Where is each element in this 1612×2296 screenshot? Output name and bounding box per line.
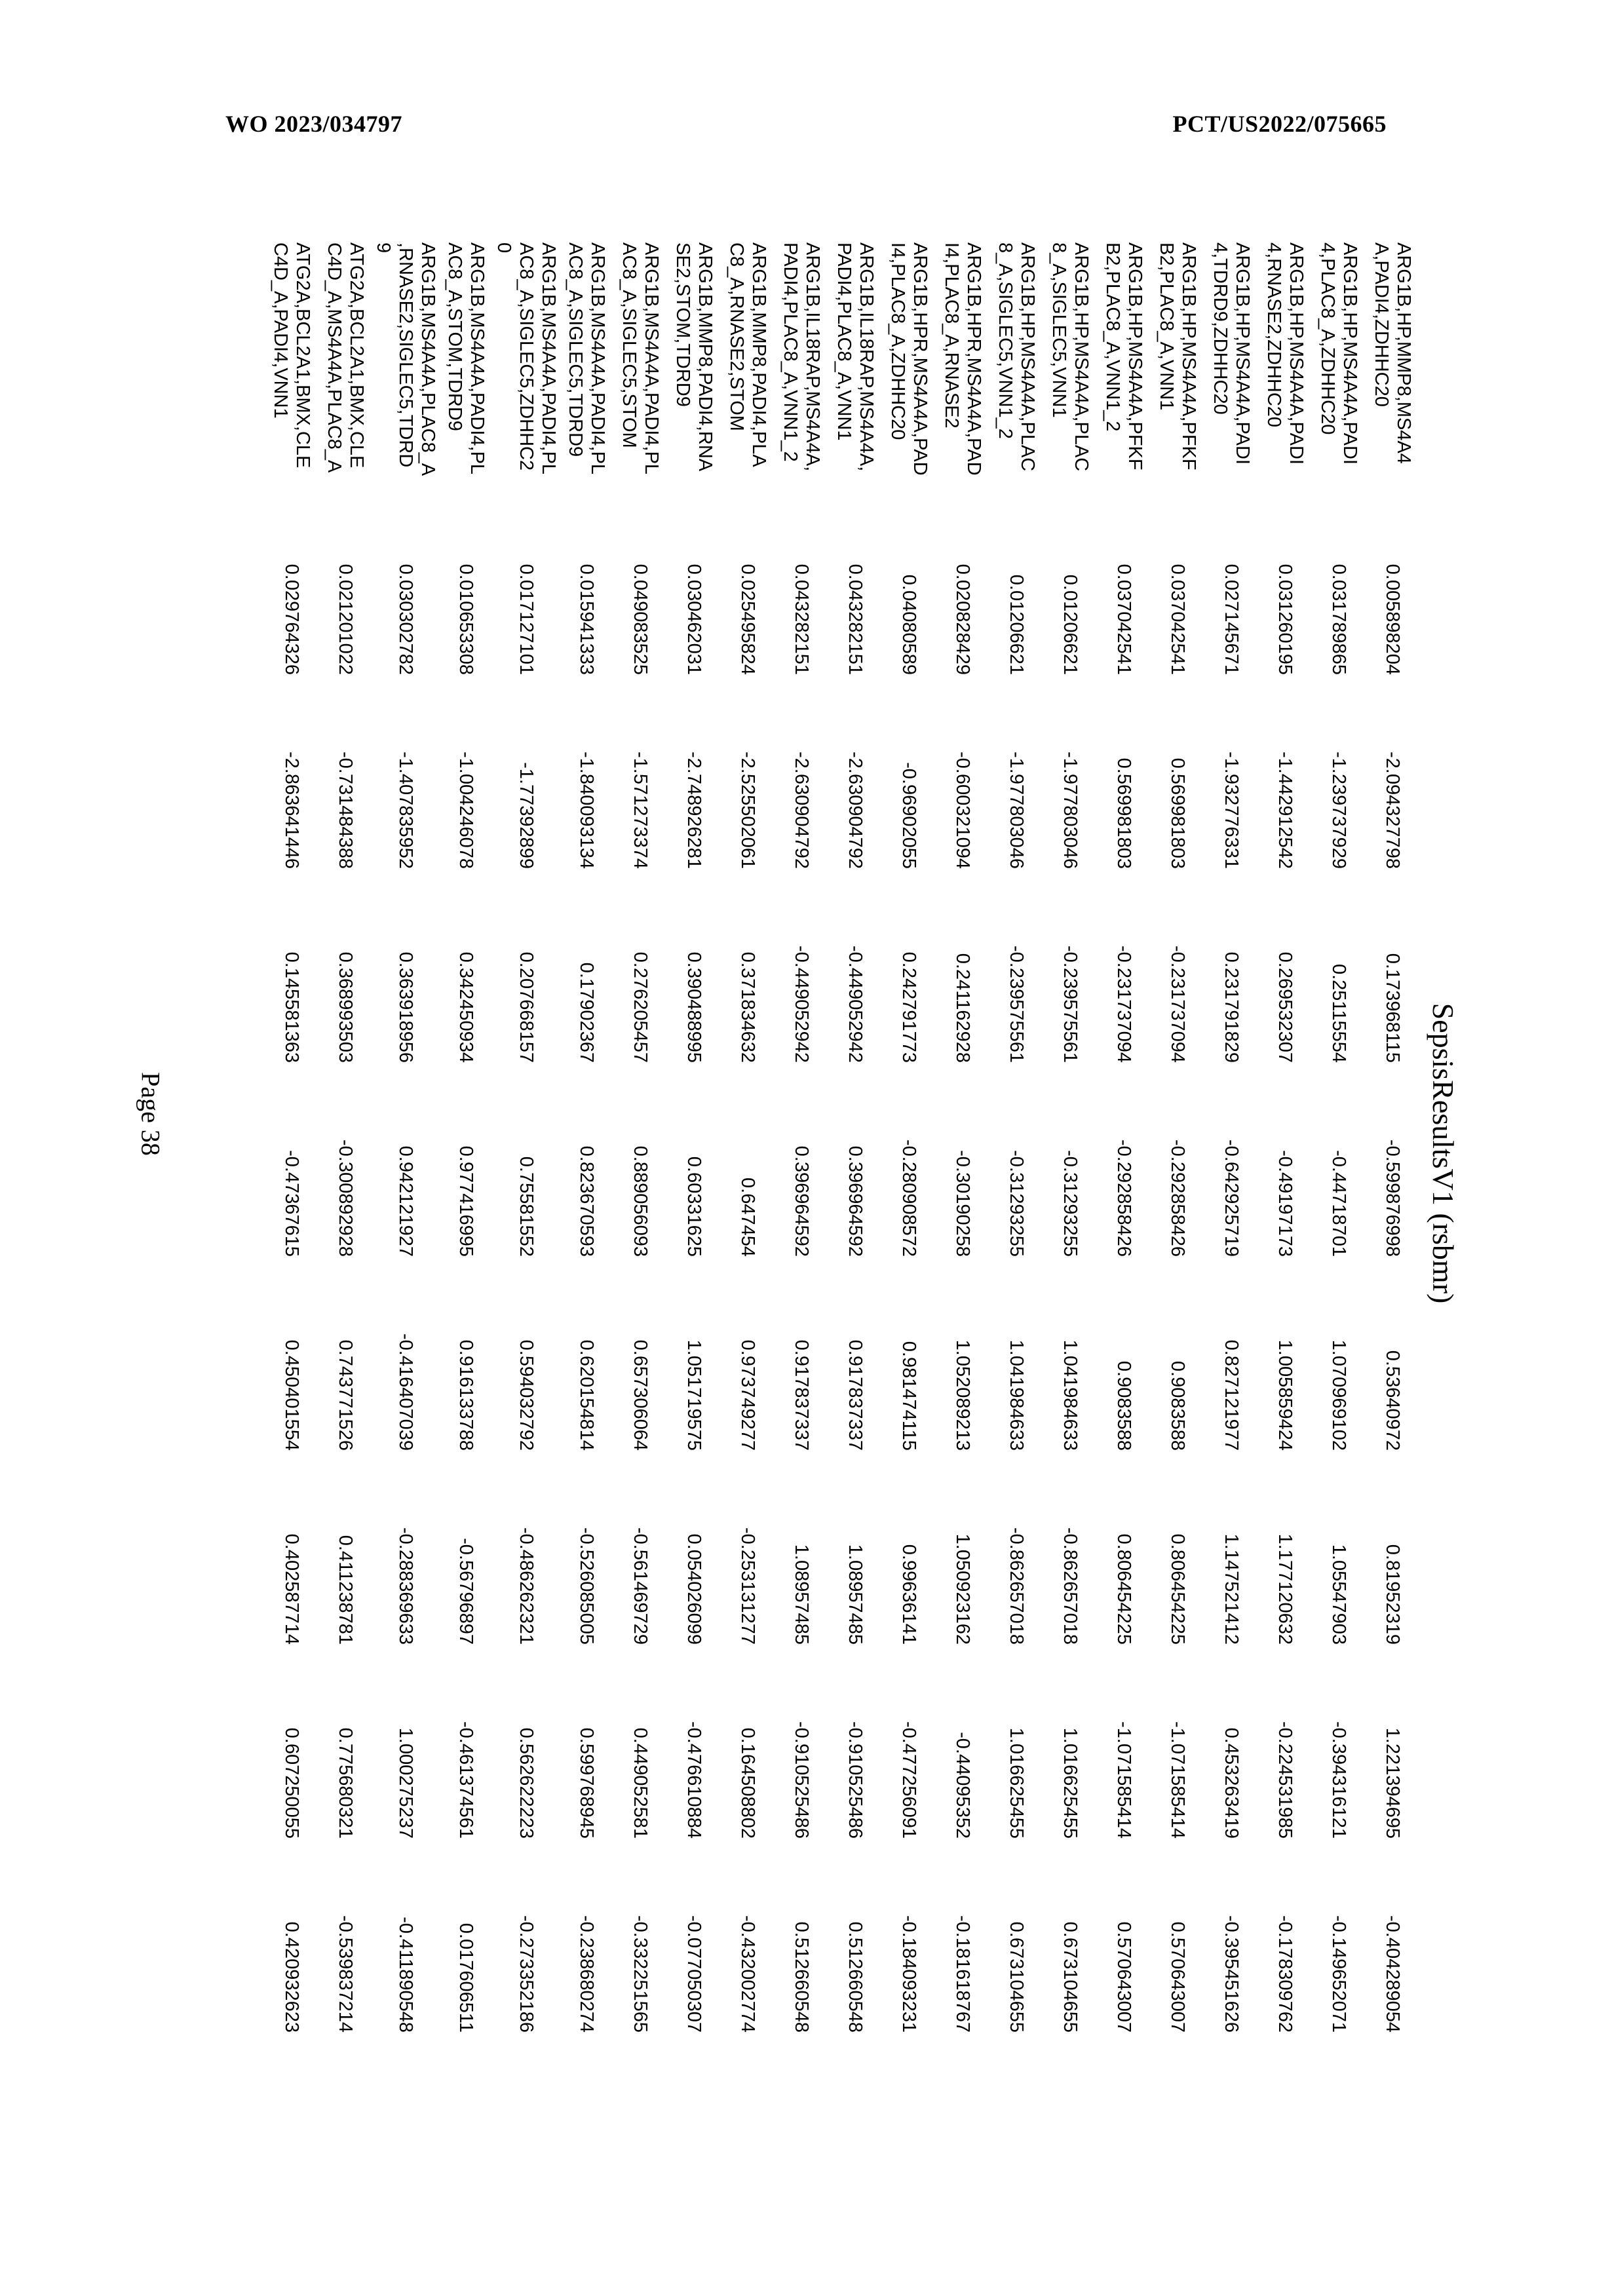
value-cell: 0.657306064 [630,1339,651,1451]
value-cell: -1.571273374 [630,752,651,869]
value-cell: -0.231737094 [1113,946,1134,1063]
value-cell: -0.449052942 [845,946,866,1063]
value-cell: -0.731484388 [335,752,356,869]
gene-set-label: ARG1B,IL18RAP,MS4A4A, PADI4,PLAC8_A,VNN1 [834,242,877,472]
value-cell: 0.242791773 [898,951,919,1063]
value-cell: 0.025495824 [737,564,758,675]
value-cell: 0.916133788 [455,1339,476,1451]
value-cell: 0.562622223 [516,1727,537,1839]
table-row [721,242,775,2033]
value-cell: 0.823670593 [576,1145,597,1257]
value-cell: 0.342450934 [455,951,476,1063]
value-cell: 0.363918956 [395,951,416,1063]
value-cell: 1.041984633 [1006,1339,1027,1451]
value-cell: 0.030302782 [395,564,416,675]
value-cell: -0.411890548 [395,1917,416,2033]
value-cell: -0.56796897 [455,1538,476,1645]
gene-set-label: ATG2A,BCL2A1,BMX,CLE C4D_A,PADI4,VNN1 [270,242,313,469]
value-cell: 0.9083588 [1113,1360,1134,1451]
value-cell: 0.17902367 [576,962,597,1063]
gene-set-label: ARG1B,HP,MS4A4A,PADI 4,PLAC8_A,ZDHHC20 [1317,242,1360,465]
value-cell: 0.269532307 [1275,951,1295,1063]
value-cell: 0.743771526 [335,1339,356,1451]
value-cell: -0.449052942 [791,946,812,1063]
value-cell: -1.840093134 [576,752,597,869]
table-row [439,242,493,2033]
gene-set-label: ARG1B,MMP8,PADI4,PLA C8_A,RNASE2,STOM [726,242,769,467]
value-cell: -0.288369633 [395,1527,416,1645]
value-cell: 0.005898204 [1382,564,1403,675]
value-cell: -0.461374561 [455,1721,476,1839]
gene-set-label: ARG1B,HPR,MS4A4A,PAD I4,PLAC8_A,ZDHHC20 [887,242,931,476]
value-cell: -0.561469729 [630,1527,651,1645]
page-footer [111,1055,190,1173]
value-cell: -0.404289054 [1382,1915,1403,2033]
value-cell: -0.31293255 [1006,1150,1027,1257]
value-cell: 0.917837337 [791,1339,812,1451]
table-row [1366,242,1419,2033]
value-cell: 0.396964592 [845,1145,866,1257]
value-cell: 0.027145671 [1221,564,1242,675]
value-cell: 0.607250055 [281,1727,302,1839]
value-cell: -0.239575561 [1006,946,1027,1063]
value-cell: -0.292858426 [1167,1139,1188,1257]
value-cell: -0.332251565 [630,1915,651,2033]
value-cell: -0.273352186 [516,1915,537,2033]
value-cell: 0.04080589 [898,574,919,675]
value-cell: 0.827121977 [1221,1339,1242,1451]
value-cell: 0.402587714 [281,1533,302,1645]
value-cell: 0.99636141 [898,1544,919,1645]
value-cell: -0.178309762 [1275,1915,1295,2033]
value-cell: -1.977803046 [1060,752,1081,869]
value-cell: 0.031260195 [1275,564,1295,675]
value-cell: 0.889056093 [630,1145,651,1257]
value-cell: 1.016625455 [1006,1727,1027,1839]
value-cell: 1.147521412 [1221,1533,1242,1645]
value-cell: 0.231791829 [1221,951,1242,1063]
gene-set-label: ARG1B,HP,MMP8,MS4A4 A,PADI4,ZDHHC20 [1371,242,1414,464]
value-cell: 0.60331625 [683,1156,704,1257]
value-cell: -0.486262321 [516,1527,537,1645]
value-cell: 0.241162928 [952,953,973,1063]
value-cell: 0.01206621 [1060,574,1081,675]
value-cell: -0.526085005 [576,1527,597,1645]
value-cell: 0.015941333 [576,564,597,675]
value-cell: -2.094327798 [1382,752,1403,869]
value-cell: 0.017606511 [455,1923,476,2033]
value-cell: 0.25115554 [1328,963,1349,1063]
value-cell: -1.977803046 [1006,752,1027,869]
value-cell: 0.917837337 [845,1339,866,1451]
table-row [775,242,828,2033]
gene-set-label: ARG1B,HP,MS4A4A,PADI 4,TDRD9,ZDHHC20 [1210,242,1253,465]
rotated-table-region [216,216,1461,2090]
value-cell: -1.442912542 [1275,752,1295,869]
value-cell: -0.238680274 [576,1915,597,2033]
value-cell: 1.221394695 [1382,1727,1403,1839]
table-row [828,242,882,2033]
value-cell: 0.029764326 [281,564,302,675]
value-cell: 1.08957485 [791,1544,812,1645]
value-cell: 1.050923162 [952,1533,973,1645]
value-cell: -2.630904792 [791,752,812,869]
value-cell: 0.020828429 [952,564,973,675]
value-cell: 0.037042541 [1167,564,1188,675]
value-cell: 0.368993503 [335,951,356,1063]
gene-set-label: ATG2A,BCL2A1,BMX,CLE C4D_A,MS4A4A,PLAC8_A [324,242,367,473]
value-cell: -0.476610884 [683,1721,704,1839]
value-cell: -0.30190258 [952,1150,973,1257]
gene-set-label: ARG1B,MMP8,PADI4,RNA SE2,STOM,TDRD9 [672,242,716,472]
value-cell: 0.043282151 [845,564,866,675]
gene-set-label: ARG1B,MS4A4A,PADI4,PL AC8_A,SIGLEC5,TDRD9 [565,242,608,475]
value-cell: -2.525502061 [737,752,758,869]
value-cell: 0.173968115 [1382,953,1403,1063]
value-cell: -0.31293255 [1060,1150,1081,1257]
publication-number: WO 2023/034797 [225,111,403,137]
value-cell: 0.570643007 [1113,1921,1134,2033]
value-cell: 0.396964592 [791,1145,812,1257]
value-cell: 0.620154814 [576,1339,597,1451]
value-cell: 0.049083525 [630,564,651,675]
value-cell: -0.224531985 [1275,1721,1295,1839]
value-cell: -1.071585414 [1113,1721,1134,1839]
table-row [493,242,560,2033]
gene-set-label: ARG1B,IL18RAP,MS4A4A, PADI4,PLAC8_A,VNN1_2 [780,242,823,472]
value-cell: -0.910525486 [791,1721,812,1839]
value-cell: -1.004246078 [455,752,476,869]
value-cell: 0.453263419 [1221,1727,1242,1839]
table-row [560,242,613,2033]
value-cell: -1.407835952 [395,752,416,869]
value-cell: 1.016625455 [1060,1727,1081,1839]
value-cell: -2.748926281 [683,752,704,869]
value-cell: -0.231737094 [1167,946,1188,1063]
table-row [372,242,439,2033]
value-cell: 0.673104655 [1060,1921,1081,2033]
value-cell: 0.75581552 [516,1156,537,1257]
value-cell: 0.53640972 [1382,1350,1403,1451]
value-cell: 0.594032792 [516,1339,537,1451]
gene-set-label: ARG1B,HP,MS4A4A,PLAC 8_A,SIGLEC5,VNN1 [1048,242,1092,472]
value-cell: 0.010653308 [455,564,476,675]
value-cell: 0.207668157 [516,951,537,1063]
table-row [265,242,318,2033]
value-cell: -0.239575561 [1060,946,1081,1063]
value-cell: 0.512660548 [791,1921,812,2033]
value-cell: -0.395451626 [1221,1915,1242,2033]
value-cell: 0.9083588 [1167,1360,1188,1451]
gene-set-label: ARG1B,MS4A4A,PADI4,PL AC8_A,SIGLEC5,ZDHHC2 0 [493,242,559,475]
value-cell: -0.432002774 [737,1915,758,2033]
value-cell: -0.600321094 [952,752,973,869]
value-cell: 0.599768945 [576,1727,597,1839]
value-cell: -1.77392899 [516,762,537,869]
value-cell: 0.037042541 [1113,564,1134,675]
value-cell: -0.862657018 [1060,1527,1081,1645]
value-cell: 0.043282151 [791,564,812,675]
value-cell: -2.630904792 [845,752,866,869]
value-cell: 0.81952319 [1382,1544,1403,1645]
value-cell: -0.416407039 [395,1333,416,1451]
value-cell: -0.149652071 [1328,1915,1349,2033]
application-number: PCT/US2022/075665 [1172,111,1387,137]
value-cell: 0.449052581 [630,1727,651,1839]
value-cell: 0.276205457 [630,951,651,1063]
value-cell: 0.371834632 [737,951,758,1063]
value-cell: 0.512660548 [845,1921,866,2033]
value-cell: -0.47367615 [281,1150,302,1257]
gene-set-label: ARG1B,HP,MS4A4A,PFKF B2,PLAC8_A,VNN1_2 [1102,242,1145,470]
table-row [1204,242,1258,2033]
gene-set-label: ARG1B,HP,MS4A4A,PFKF B2,PLAC8_A,VNN1 [1156,242,1199,470]
gene-set-label: ARG1B,MS4A4A,PLAC8_A ,RNASE2,SIGLEC5,TDRD 9 [373,242,438,476]
table-row [318,242,372,2033]
table-title: SepsisResultsV1 (rsbmr) [1427,1003,1460,1304]
value-cell: 0.570643007 [1167,1921,1188,2033]
value-cell: 1.05547903 [1328,1544,1349,1645]
value-cell: -0.280908572 [898,1139,919,1257]
value-cell: 0.977416995 [455,1145,476,1257]
table-row [1043,242,1097,2033]
value-cell: -0.599876998 [1382,1139,1403,1257]
value-cell: 0.569981803 [1167,757,1188,869]
value-cell: 1.052089213 [952,1339,973,1451]
value-cell: 0.390488995 [683,951,704,1063]
value-cell: 0.030462031 [683,564,704,675]
value-cell: 0.420932623 [281,1921,302,2033]
value-cell: -0.642925719 [1221,1139,1242,1257]
results-table-body [265,242,1419,2033]
value-cell: 0.450401554 [281,1339,302,1451]
value-cell: -0.253131277 [737,1527,758,1645]
table-row [1258,242,1312,2033]
value-cell: 0.775680321 [335,1727,356,1839]
value-cell: -2.863641446 [281,752,302,869]
value-cell: -0.44095352 [952,1732,973,1839]
value-cell: 0.021201022 [335,564,356,675]
value-cell: -0.184093231 [898,1915,919,2033]
value-cell: 0.806454225 [1167,1533,1188,1645]
value-cell: 1.041984633 [1060,1339,1081,1451]
value-cell: 0.673104655 [1006,1921,1027,2033]
table-row [936,242,989,2033]
value-cell: -0.300892928 [335,1139,356,1257]
value-cell: 0.973749277 [737,1339,758,1451]
table-row [1312,242,1366,2033]
value-cell: 1.177120632 [1275,1533,1295,1645]
value-cell: 0.054026099 [683,1533,704,1645]
value-cell: -0.181618767 [952,1915,973,2033]
table-row [667,242,721,2033]
value-cell: -0.49197173 [1275,1150,1295,1257]
table-row [1151,242,1204,2033]
gene-set-label: ARG1B,HP,MS4A4A,PLAC 8_A,SIGLEC5,VNN1_2 [995,242,1038,472]
value-cell: -0.539837214 [335,1915,356,2033]
value-cell: 1.051719575 [683,1339,704,1451]
table-row [1097,242,1151,2033]
value-cell: -0.44718701 [1328,1150,1349,1257]
value-cell: 0.569981803 [1113,757,1134,869]
value-cell: 1.000275237 [395,1727,416,1839]
value-cell: -0.077050307 [683,1915,704,2033]
page-number: Page 38 [136,1072,166,1156]
value-cell: -1.239737929 [1328,752,1349,869]
value-cell: -1.071585414 [1167,1721,1188,1839]
value-cell: 0.017127101 [516,564,537,675]
value-cell: 1.070969102 [1328,1339,1349,1451]
value-cell: 0.411238781 [335,1535,356,1645]
gene-set-label: ARG1B,MS4A4A,PADI4,PL AC8_A,STOM,TDRD9 [444,242,488,475]
value-cell: 1.005859424 [1275,1339,1295,1451]
value-cell: 1.08957485 [845,1544,866,1645]
value-cell: 0.981474115 [898,1341,919,1451]
table-row [882,242,936,2033]
gene-set-label: ARG1B,HP,MS4A4A,PADI 4,RNASE2,ZDHHC20 [1263,242,1307,465]
value-cell: 0.145581363 [281,951,302,1063]
value-cell: -0.862657018 [1006,1527,1027,1645]
value-cell: -0.910525486 [845,1721,866,1839]
gene-set-label: ARG1B,HPR,MS4A4A,PAD I4,PLAC8_A,RNASE2 [941,242,984,476]
value-cell: -0.394316121 [1328,1721,1349,1839]
table-row [989,242,1043,2033]
gene-set-label: ARG1B,MS4A4A,PADI4,PL AC8_A,SIGLEC5,STOM [619,242,662,475]
value-cell: -0.292858426 [1113,1139,1134,1257]
results-table [265,242,1419,2033]
value-cell: 0.647454 [737,1177,758,1257]
value-cell: 0.01206621 [1006,574,1027,675]
value-cell: -0.96902055 [898,762,919,869]
table-row [613,242,667,2033]
value-cell: -0.477256091 [898,1721,919,1839]
value-cell: 0.031789865 [1328,564,1349,675]
value-cell: 0.806454225 [1113,1533,1134,1645]
value-cell: 0.942121927 [395,1145,416,1257]
value-cell: 0.164508802 [737,1727,758,1839]
value-cell: -1.932776331 [1221,752,1242,869]
